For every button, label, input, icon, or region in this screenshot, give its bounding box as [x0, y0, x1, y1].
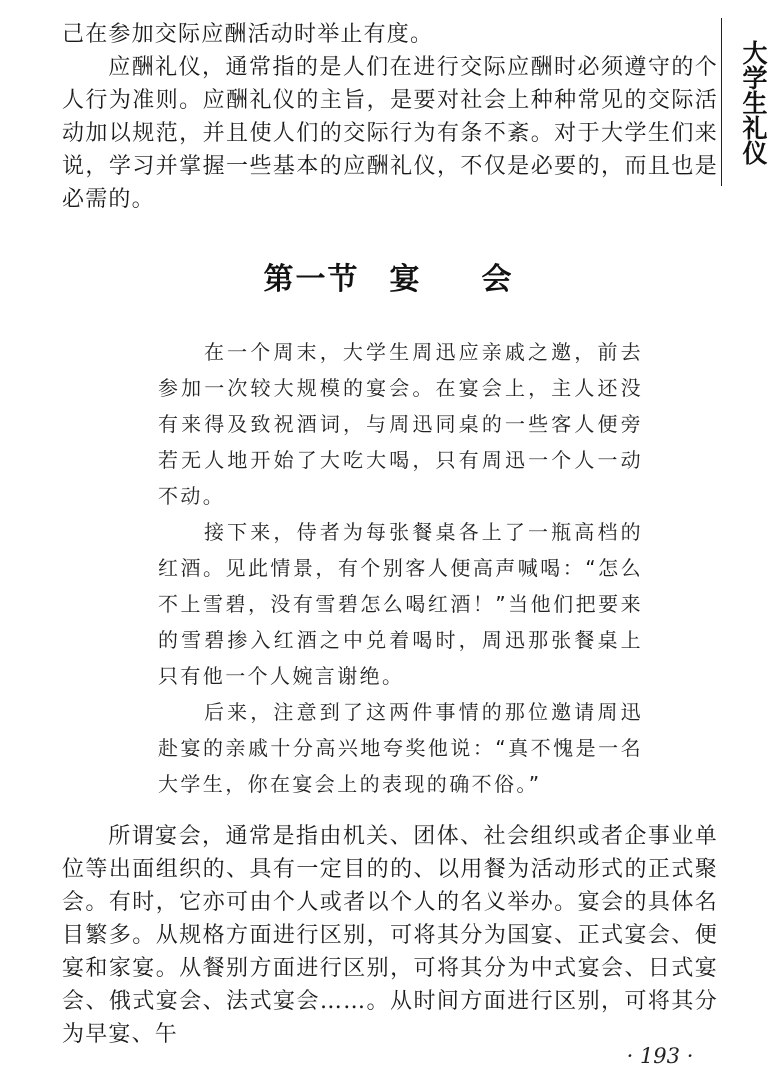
body-paragraph: 所谓宴会，通常是指由机关、团体、社会组织或者企事业单位等出面组织的、具有一定目的的、以用餐为活动形式的正式聚会。有时，它亦可由个人或者以个人的名义举办。宴会的具体名目繁多。从规格方面进行区别，可将其分为国宴、正式宴会、便宴和家宴。从餐别方面进行区别，可将其分为中式宴会、日式宴会、俄式宴会、法式宴会……。从时间方面进行区别，可将其分为早宴、午 — [62, 824, 718, 1047]
case-paragraph-2: 接下来，侍者为每张餐桌各上了一瓶高档的红酒。见此情景，有个别客人便高声喊喝：“怎么不上雪碧，没有雪碧怎么喝红酒！”当他们把要来的雪碧掺入红酒之中兑着喝时，周迅那张餐桌上只有他一个人婉言谢绝。 — [158, 520, 643, 688]
intro-paragraph: 应酬礼仪，通常指的是人们在进行交际应酬时必须遵守的个人行为准则。应酬礼仪的主旨，是要对社会上种种常见的交际活动加以规范，并且使人们的交际行为有条不紊。对于大学生们来说，学习并掌握一些基本的应酬礼仪，不仅是必要的，而且也是必需的。 — [62, 55, 718, 212]
intro-section — [62, 18, 718, 216]
section-title — [0, 254, 777, 298]
section-title-char-2: 会 — [481, 262, 514, 297]
continued-paragraph: 己在参加交际应酬活动时举止有度。 — [62, 22, 434, 47]
case-study-block — [158, 334, 643, 802]
running-head-divider — [721, 18, 722, 186]
page-number: · 193 · — [626, 1044, 694, 1068]
main-body — [62, 820, 718, 1051]
section-number: 第一节 — [263, 262, 360, 297]
running-head: 大学生礼仪 — [739, 40, 768, 165]
case-paragraph-1: 在一个周末，大学生周迅应亲戚之邀，前去参加一次较大规模的宴会。在宴会上，主人还没有来得及致祝酒词，与周迅同桌的一些客人便旁若无人地开始了大吃大喝，只有周迅一个人一动不动。 — [158, 340, 643, 508]
section-title-char-1: 宴 — [389, 262, 422, 297]
case-paragraph-3: 后来，注意到了这两件事情的那位邀请周迅赴宴的亲戚十分高兴地夸奖他说：“真不愧是一名大学生，你在宴会上的表现的确不俗。” — [158, 700, 643, 796]
